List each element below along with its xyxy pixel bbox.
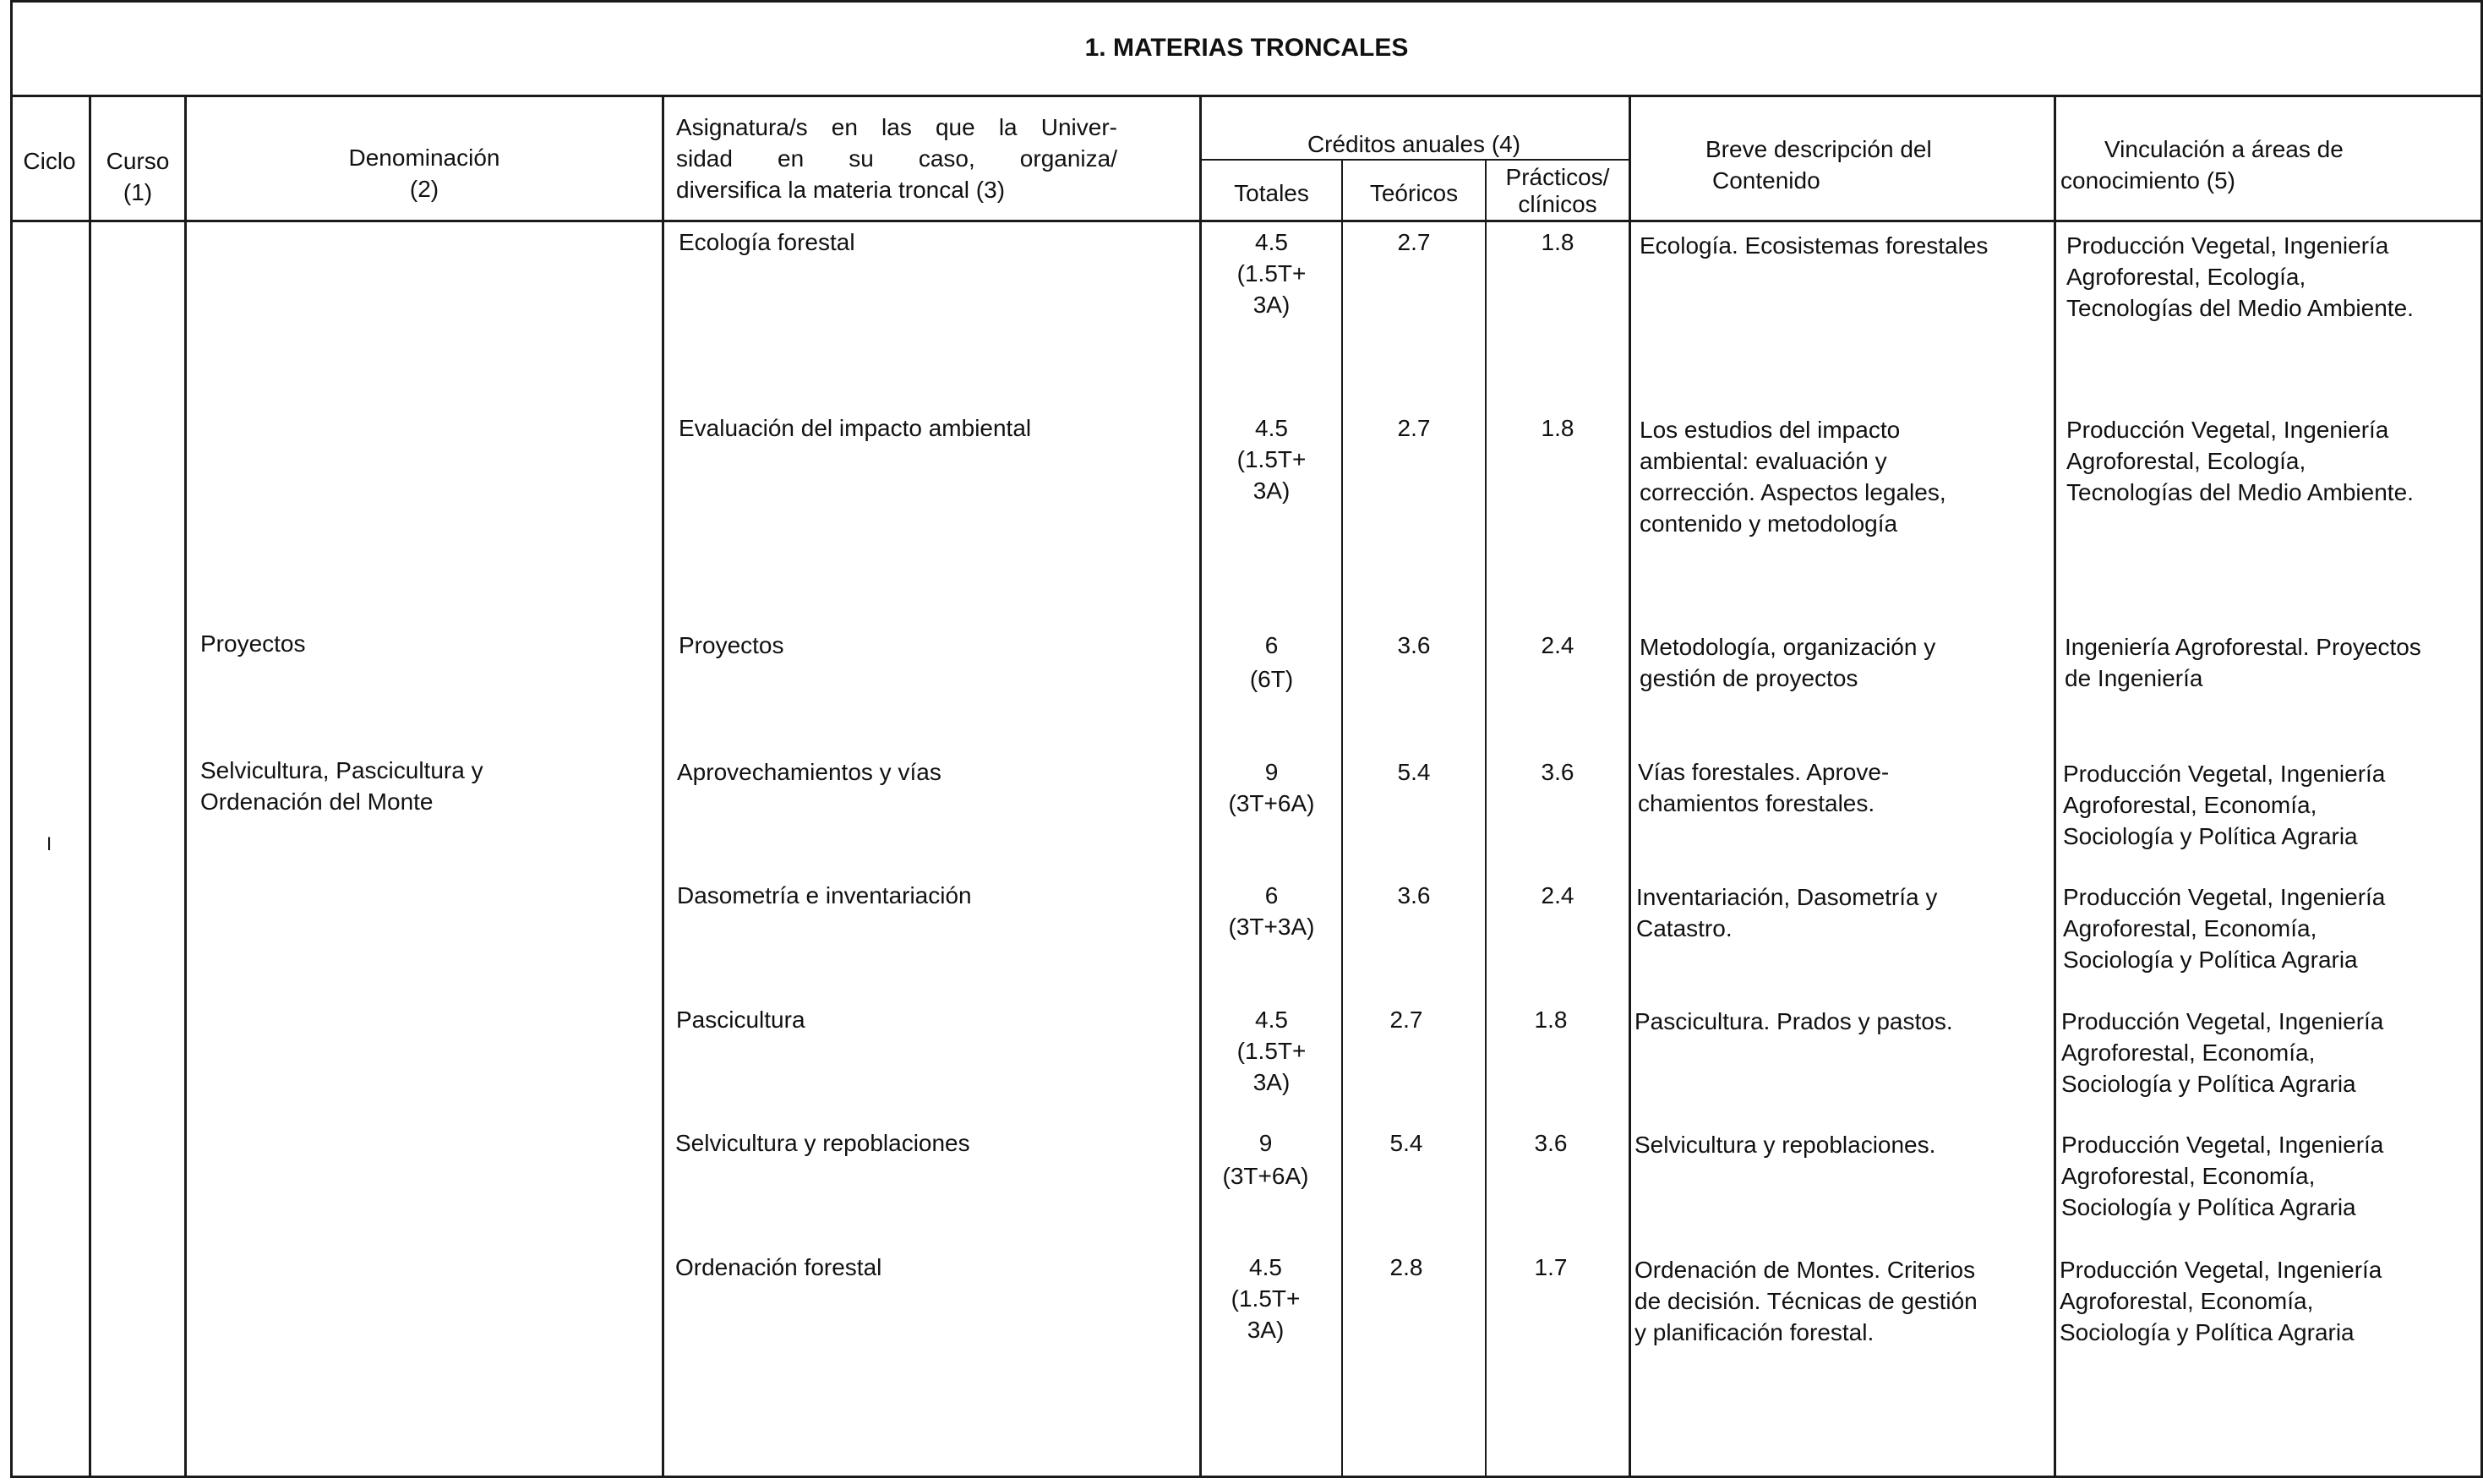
descripcion-cell: contenido y metodología bbox=[1640, 510, 1898, 537]
header-descripcion-line1: Breve descripción del bbox=[1705, 136, 1932, 162]
col-divider-curso bbox=[184, 95, 187, 1478]
totales-cell: 6 bbox=[1264, 632, 1279, 658]
asignatura-cell: Proyectos bbox=[679, 632, 784, 658]
vinculacion-cell: Tecnologías del Medio Ambiente. bbox=[2066, 295, 2414, 321]
header-denominacion-note: (2) bbox=[409, 176, 439, 202]
teoricos-cell: 5.4 bbox=[1389, 1130, 1423, 1156]
header-practicos-line1: Prácticos/ bbox=[1505, 164, 1610, 190]
header-denominacion: Denominación bbox=[348, 145, 500, 171]
teoricos-cell: 2.8 bbox=[1389, 1254, 1423, 1280]
col-divider-creditos bbox=[1629, 95, 1631, 1478]
header-asignatura-line3: diversifica la materia troncal (3) bbox=[676, 177, 1006, 203]
header-descripcion-line2: Contenido bbox=[1712, 167, 1820, 194]
totales-cell-detail: (1.5T+ bbox=[1231, 1285, 1301, 1312]
descripcion-cell: Ordenación de Montes. Criterios bbox=[1634, 1257, 1976, 1283]
teoricos-cell: 2.7 bbox=[1397, 415, 1431, 441]
header-asignatura-line2: sidad en su caso, organiza/ bbox=[676, 145, 1117, 172]
teoricos-cell: 2.7 bbox=[1389, 1007, 1423, 1033]
descripcion-cell: gestión de proyectos bbox=[1640, 665, 1858, 691]
header-practicos-line2: clínicos bbox=[1518, 191, 1597, 217]
col-divider-denominacion bbox=[662, 95, 664, 1478]
denominacion-selvicultura-line2: Ordenación del Monte bbox=[200, 788, 434, 815]
descripcion-cell: de decisión. Técnicas de gestión bbox=[1634, 1288, 1978, 1314]
totales-cell-detail: (6T) bbox=[1249, 666, 1294, 692]
header-curso-note: (1) bbox=[123, 179, 153, 205]
totales-cell: 4.5 bbox=[1255, 229, 1288, 255]
teoricos-cell: 5.4 bbox=[1397, 759, 1431, 785]
totales-cell-detail: 3A) bbox=[1247, 1317, 1285, 1343]
vinculacion-cell: Producción Vegetal, Ingeniería bbox=[2066, 232, 2389, 259]
descripcion-cell: Ecología. Ecosistemas forestales bbox=[1640, 232, 1989, 259]
descripcion-cell: Pascicultura. Prados y pastos. bbox=[1634, 1008, 1953, 1034]
vinculacion-cell: Agroforestal, Ecología, bbox=[2066, 448, 2306, 474]
asignatura-cell: Ecología forestal bbox=[679, 229, 855, 255]
descripcion-cell: ambiental: evaluación y bbox=[1640, 448, 1887, 474]
vinculacion-cell: Agroforestal, Economía, bbox=[2060, 1288, 2314, 1314]
vinculacion-cell: Sociología y Política Agraria bbox=[2063, 947, 2358, 973]
asignatura-cell: Aprovechamientos y vías bbox=[677, 759, 941, 785]
teoricos-cell: 2.7 bbox=[1397, 229, 1431, 255]
practicos-cell: 2.4 bbox=[1541, 632, 1574, 658]
descripcion-cell: Los estudios del impacto bbox=[1640, 417, 1901, 443]
denominacion-selvicultura-line1: Selvicultura, Pascicultura y bbox=[200, 757, 483, 783]
vinculacion-cell: Producción Vegetal, Ingeniería bbox=[2063, 884, 2386, 910]
vinculacion-cell: Sociología y Política Agraria bbox=[2063, 823, 2358, 849]
totales-cell-detail: 3A) bbox=[1252, 477, 1291, 504]
descripcion-cell: Metodología, organización y bbox=[1640, 634, 1936, 660]
totales-cell: 4.5 bbox=[1255, 1007, 1288, 1033]
vinculacion-cell: Sociología y Política Agraria bbox=[2061, 1071, 2356, 1097]
vinculacion-cell: Ingeniería Agroforestal. Proyectos bbox=[2065, 634, 2421, 660]
vinculacion-cell: de Ingeniería bbox=[2065, 665, 2203, 691]
totales-cell-detail: 3A) bbox=[1252, 292, 1291, 318]
teoricos-cell: 3.6 bbox=[1397, 882, 1431, 908]
totales-cell: 4.5 bbox=[1249, 1254, 1282, 1280]
vinculacion-cell: Producción Vegetal, Ingeniería bbox=[2066, 417, 2389, 443]
descripcion-cell: Inventariación, Dasometría y bbox=[1636, 884, 1938, 910]
header-vinculacion-line2: conocimiento (5) bbox=[2060, 167, 2235, 194]
header-divider bbox=[10, 220, 2483, 222]
descripcion-cell: Selvicultura y repoblaciones. bbox=[1634, 1132, 1936, 1158]
descripcion-cell: corrección. Aspectos legales, bbox=[1640, 479, 1946, 505]
teoricos-cell: 3.6 bbox=[1397, 632, 1431, 658]
descripcion-cell: chamientos forestales. bbox=[1638, 790, 1875, 816]
asignatura-cell: Evaluación del impacto ambiental bbox=[679, 415, 1032, 441]
asignatura-cell: Selvicultura y repoblaciones bbox=[675, 1130, 970, 1156]
ciclo-mark: I bbox=[46, 833, 52, 854]
vinculacion-cell: Agroforestal, Economía, bbox=[2063, 915, 2317, 941]
vinculacion-cell: Agroforestal, Ecología, bbox=[2066, 264, 2306, 290]
totales-cell-detail: (1.5T+ bbox=[1236, 260, 1307, 286]
practicos-cell: 3.6 bbox=[1541, 759, 1574, 785]
vinculacion-cell: Producción Vegetal, Ingeniería bbox=[2061, 1008, 2384, 1034]
vinculacion-cell: Agroforestal, Economía, bbox=[2061, 1039, 2316, 1066]
header-ciclo: Ciclo bbox=[23, 148, 76, 174]
totales-cell-detail: (1.5T+ bbox=[1236, 446, 1307, 472]
totales-cell-detail: (3T+6A) bbox=[1222, 1163, 1309, 1189]
denominacion-proyectos: Proyectos bbox=[200, 630, 306, 657]
col-divider-descripcion bbox=[2054, 95, 2056, 1478]
totales-cell-detail: (3T+3A) bbox=[1228, 914, 1315, 940]
vinculacion-cell: Agroforestal, Economía, bbox=[2061, 1163, 2316, 1189]
vinculacion-cell: Sociología y Política Agraria bbox=[2060, 1319, 2355, 1345]
table-title: 1. MATERIAS TRONCALES bbox=[1084, 34, 1409, 62]
totales-cell: 9 bbox=[1258, 1130, 1273, 1156]
header-vinculacion-line1: Vinculación a áreas de bbox=[2104, 136, 2344, 162]
totales-cell-detail: 3A) bbox=[1252, 1069, 1291, 1095]
totales-cell: 4.5 bbox=[1255, 415, 1288, 441]
asignatura-cell: Dasometría e inventariación bbox=[677, 882, 972, 908]
header-curso: Curso bbox=[106, 148, 170, 174]
descripcion-cell: Vías forestales. Aprove- bbox=[1638, 759, 1890, 785]
vinculacion-cell: Producción Vegetal, Ingeniería bbox=[2060, 1257, 2382, 1283]
practicos-cell: 1.8 bbox=[1534, 1007, 1568, 1033]
title-divider bbox=[10, 95, 2483, 97]
header-totales: Totales bbox=[1234, 180, 1309, 206]
practicos-cell: 1.7 bbox=[1534, 1254, 1568, 1280]
col-divider-ciclo bbox=[89, 95, 91, 1478]
totales-cell-detail: (1.5T+ bbox=[1236, 1038, 1307, 1064]
vinculacion-cell: Sociología y Política Agraria bbox=[2061, 1194, 2356, 1220]
totales-cell: 9 bbox=[1264, 759, 1279, 785]
practicos-cell: 1.8 bbox=[1541, 415, 1574, 441]
header-teoricos: Teóricos bbox=[1369, 180, 1459, 206]
practicos-cell: 2.4 bbox=[1541, 882, 1574, 908]
header-asignatura-line1: Asignatura/s en las que la Univer- bbox=[676, 114, 1117, 140]
descripcion-cell: Catastro. bbox=[1636, 915, 1733, 941]
practicos-cell: 1.8 bbox=[1541, 229, 1574, 255]
vinculacion-cell: Producción Vegetal, Ingeniería bbox=[2063, 761, 2386, 787]
vinculacion-cell: Producción Vegetal, Ingeniería bbox=[2061, 1132, 2384, 1158]
descripcion-cell: y planificación forestal. bbox=[1634, 1319, 1875, 1345]
totales-cell: 6 bbox=[1264, 882, 1279, 908]
practicos-cell: 3.6 bbox=[1534, 1130, 1568, 1156]
vinculacion-cell: Tecnologías del Medio Ambiente. bbox=[2066, 479, 2414, 505]
asignatura-cell: Ordenación forestal bbox=[675, 1254, 882, 1280]
header-creditos: Créditos anuales (4) bbox=[1307, 131, 1521, 157]
totales-cell-detail: (3T+6A) bbox=[1228, 790, 1315, 816]
asignatura-cell: Pascicultura bbox=[676, 1007, 805, 1033]
vinculacion-cell: Agroforestal, Economía, bbox=[2063, 792, 2317, 818]
